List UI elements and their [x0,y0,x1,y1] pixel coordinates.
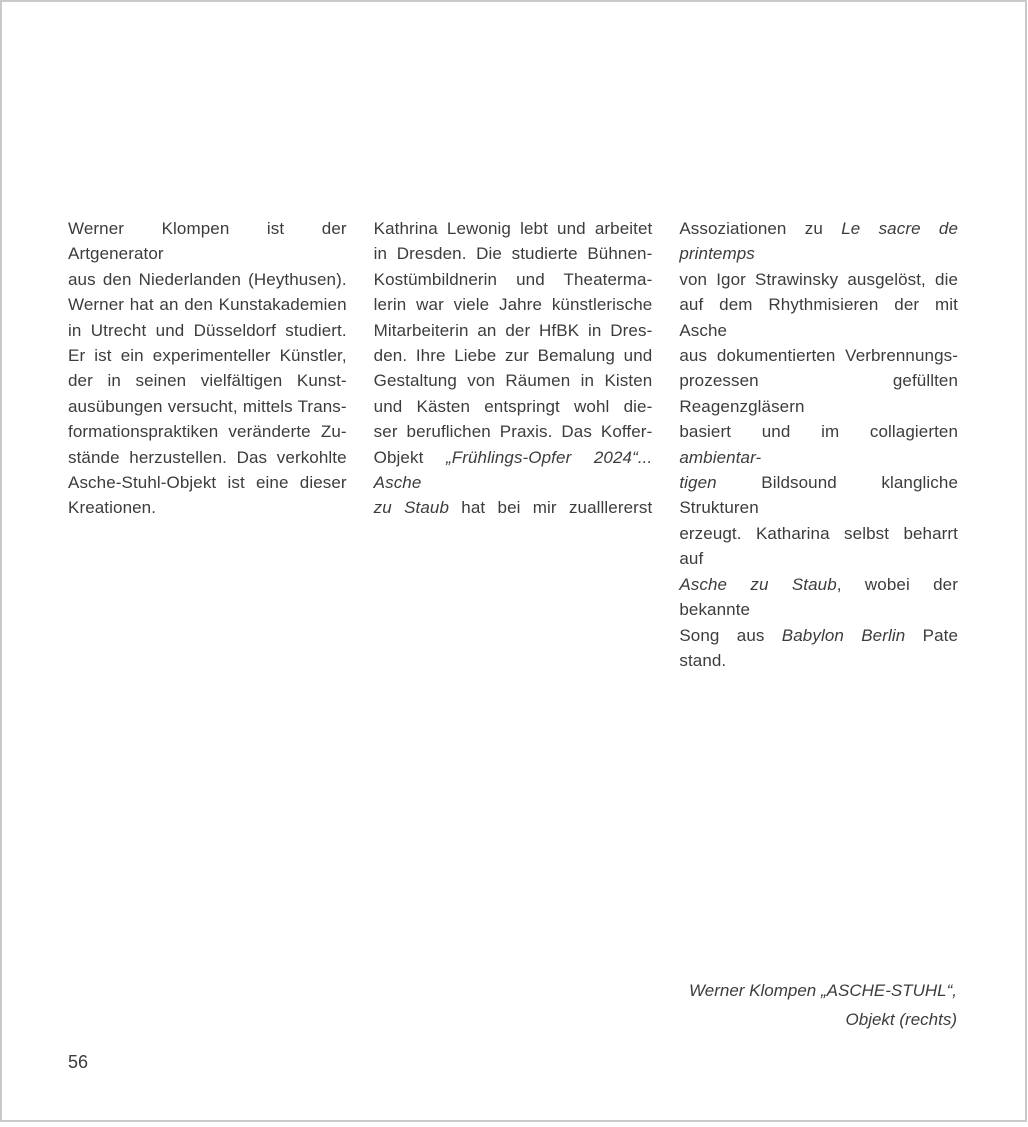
text-line [374,343,653,368]
text-line [374,394,653,419]
text-line [68,216,347,267]
text-segment: der in seinen vielfältigen Kunst- [68,371,347,391]
text-segment: in Utrecht und Düsseldorf studiert. [68,320,347,340]
photo-caption [689,977,957,1034]
text-line [374,318,653,343]
text-line [679,470,958,521]
text-segment: aus den Niederlanden (Heythusen). [68,269,347,289]
italic-text-segment: Le sacre de printemps [679,219,959,264]
text-segment: in Dresden. Die studierte Bühnen- [373,244,653,264]
text-line [679,267,958,292]
italic-text-segment: Babylon Berlin [781,625,906,645]
text-segment: ausübungen versucht, mittels Trans- [68,396,347,416]
italic-text-segment: tigen [679,473,717,493]
text-segment: Objekt [373,447,446,467]
text-segment: Pate stand. [679,625,958,670]
text-segment: Werner hat an den Kunstakademien [68,295,347,315]
text-segment: Song aus [679,625,782,645]
text-segment: ser beruflichen Praxis. Das Koffer- [373,422,653,442]
text-segment: auf dem Rhythmisieren der mit Asche [679,295,959,340]
text-line [68,470,347,495]
text-line [68,292,347,317]
text-segment: prozessen gefüllten Reagenzgläsern [679,371,959,416]
text-line [68,445,347,470]
text-segment: Kreationen. [68,498,157,518]
text-line [679,623,958,674]
text-line [679,572,958,623]
text-segment: , wobei der bekannte [679,574,958,620]
text-segment: basiert und im collagierten [679,422,959,442]
text-line [68,343,347,368]
text-segment: stände herzustellen. Das verkohlte [68,447,347,467]
text-line [679,292,958,343]
text-segment: Gestaltung von Räumen in Kisten [373,371,653,391]
text-line [374,495,653,520]
text-line [374,267,653,292]
text-segment: aus dokumentierten Verbrennungs- [679,346,959,366]
text-line [68,368,347,393]
text-segment: Er ist ein experimenteller Künstler, [68,346,347,366]
text-segment: von Igor Strawinsky ausgelöst, die [679,269,959,289]
caption-line: Werner Klompen „ASCHE-STUHL“, [689,981,957,1000]
text-line [374,292,653,317]
text-line [679,419,958,470]
text-line [68,318,347,343]
page-number: 56 [68,1052,89,1072]
text-line [679,216,958,267]
text-line [374,241,653,266]
text-line [679,368,958,419]
text-line [679,521,958,572]
text-segment: formationspraktiken veränderte Zu- [68,422,347,442]
text-line [68,394,347,419]
italic-text-segment: „Frühlings-Opfer 2024“... Asche [373,447,653,493]
text-line [374,216,653,241]
text-segment: Kathrina Lewonig lebt und arbeitet [373,219,653,238]
text-segment: Bildsound klangliche Strukturen [679,473,959,518]
text-line [68,419,347,444]
italic-text-segment: zu Staub [373,498,450,518]
text-line [374,419,653,444]
caption-line: Objekt (rechts) [845,1009,957,1029]
text-segment: lerin war viele Jahre künstlerische [373,295,653,315]
text-segment: Kostümbildnerin und Theaterma- [373,269,653,289]
text-line [679,343,958,368]
text-segment: Assoziationen zu [679,219,842,238]
text-segment: und Kästen entspringt wohl die- [373,396,653,416]
text-segment: Asche-Stuhl-Objekt ist eine dieser [68,473,347,493]
text-segment: Werner Klompen ist der Artgenerator [68,219,347,264]
italic-text-segment: Asche zu Staub [679,574,837,594]
text-column [68,216,347,673]
text-line [68,495,347,520]
text-segment: hat bei mir zualllererst [449,498,653,518]
text-column [679,216,958,673]
text-segment: Mitarbeiterin an der HfBK in Dres- [373,320,653,340]
text-columns [68,216,958,673]
text-line [374,445,653,496]
text-segment: den. Ihre Liebe zur Bemalung und [373,346,653,366]
text-column [374,216,653,673]
text-line [68,267,347,292]
text-segment: erzeugt. Katharina selbst beharrt auf [679,523,959,569]
text-line [374,368,653,393]
italic-text-segment: ambientar- [679,447,762,467]
